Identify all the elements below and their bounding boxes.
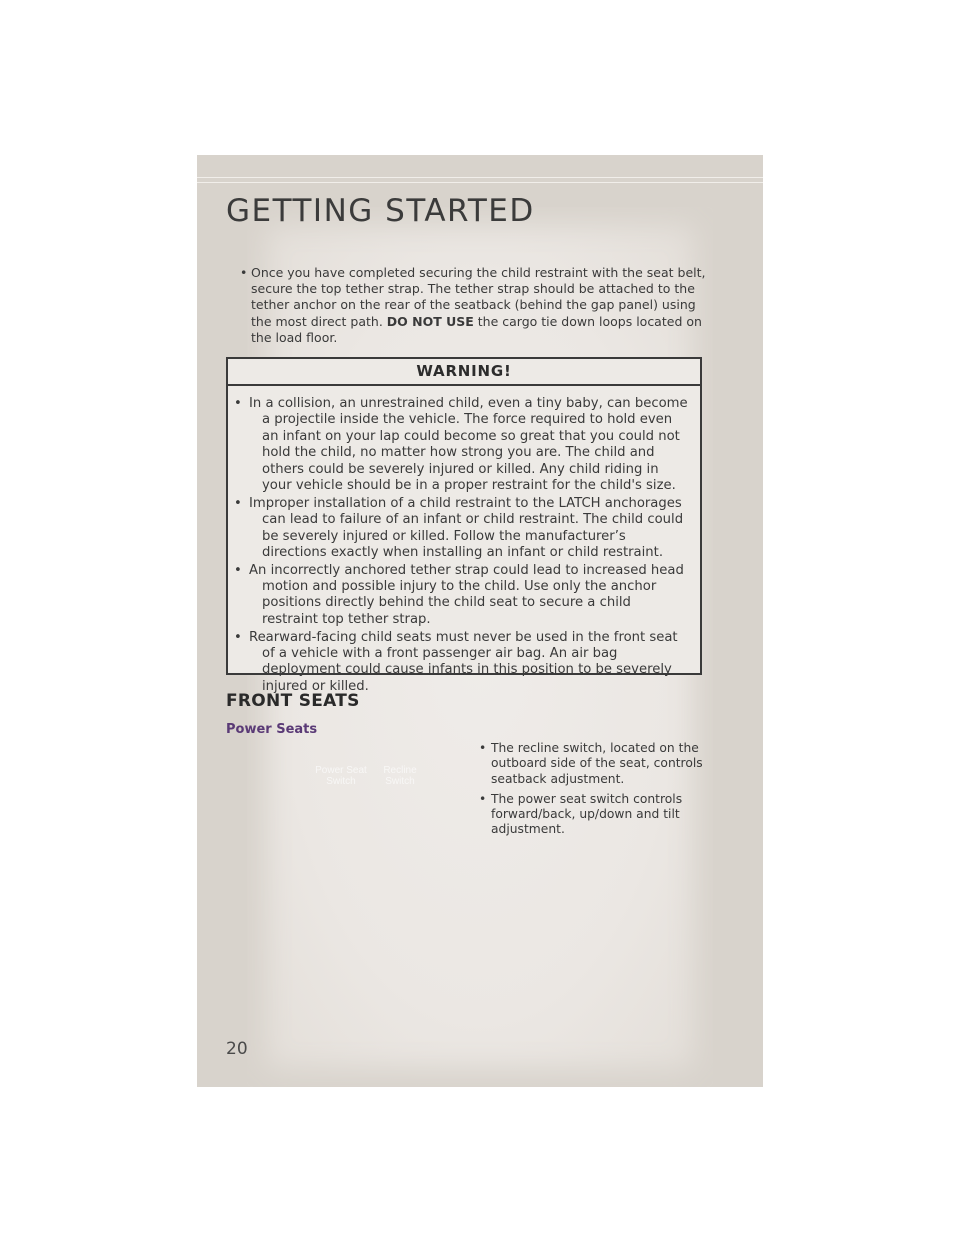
intro-text-after: the cargo tie down loops located on the load floor. bbox=[251, 313, 702, 345]
page-title: GETTING STARTED bbox=[226, 193, 535, 229]
intro-text-bold: DO NOT USE bbox=[386, 313, 474, 329]
intro-section bbox=[226, 265, 706, 346]
figure-label-power-seat-line1: Power Seat bbox=[315, 765, 367, 776]
warning-item: • Rearward-facing child seats must never be used in the front seat of a vehicle with a front passenger air bag. An air bag deployment could cause infants in this position to be severely injured or killed. bbox=[228, 630, 688, 696]
warning-item: • Improper installation of a child restraint to the LATCH anchorages can lead to failure of an infant or child restraint. The child could be severely injured or killed. Follow the manufacturer’s directions exactly when installing an infant or child restraint. bbox=[228, 496, 688, 562]
intro-bullet bbox=[226, 265, 706, 346]
figure-label-power-seat bbox=[311, 765, 371, 787]
warning-item: • In a collision, an unrestrained child, even a tiny baby, can become a projectile inside the vehicle. The force required to hold even an infant on your lap could become so great that you could not hold the child, no matter how strong you are. The child and others could be severely injured or killed. Any child riding in your vehicle should be in a proper restraint for the child's size. bbox=[228, 396, 688, 494]
power-seat-bullet: • The recline switch, located on the outboard side of the seat, controls seatback adjustment. bbox=[466, 741, 716, 787]
warning-item: • An incorrectly anchored tether strap could lead to increased head motion and possible injury to the child. Use only the anchor positions directly behind the child seat to secure a child restraint top tether strap. bbox=[228, 563, 688, 629]
figure-label-recline-line2: Switch bbox=[385, 776, 415, 787]
figure-label-recline-line1: Recline bbox=[383, 765, 417, 776]
header-rule-bottom bbox=[197, 182, 763, 183]
figure-label-power-seat-line2: Switch bbox=[326, 776, 356, 787]
power-seat-bullet: • The power seat switch controls forward/back, up/down and tilt adjustment. bbox=[466, 792, 716, 838]
warning-heading: WARNING! bbox=[228, 359, 700, 386]
subsection-heading: Power Seats bbox=[226, 722, 318, 737]
header-rule-top bbox=[197, 177, 763, 178]
intro-list bbox=[226, 265, 706, 346]
power-seat-figure bbox=[305, 765, 425, 793]
section-heading: FRONT SEATS bbox=[226, 691, 360, 711]
intro-text-before: Once you have completed securing the child restraint with the seat belt, secure the top tether strap. The tether strap should be attached to the tether anchor on the rear of the seatback (behind the gap panel) using the most direct path. bbox=[251, 265, 706, 329]
warning-box bbox=[226, 357, 702, 694]
page-number: 20 bbox=[226, 1039, 248, 1059]
warning-list bbox=[228, 386, 700, 695]
power-seat-bullets bbox=[466, 741, 716, 843]
figure-label-recline bbox=[375, 765, 425, 787]
manual-page bbox=[197, 155, 763, 1087]
